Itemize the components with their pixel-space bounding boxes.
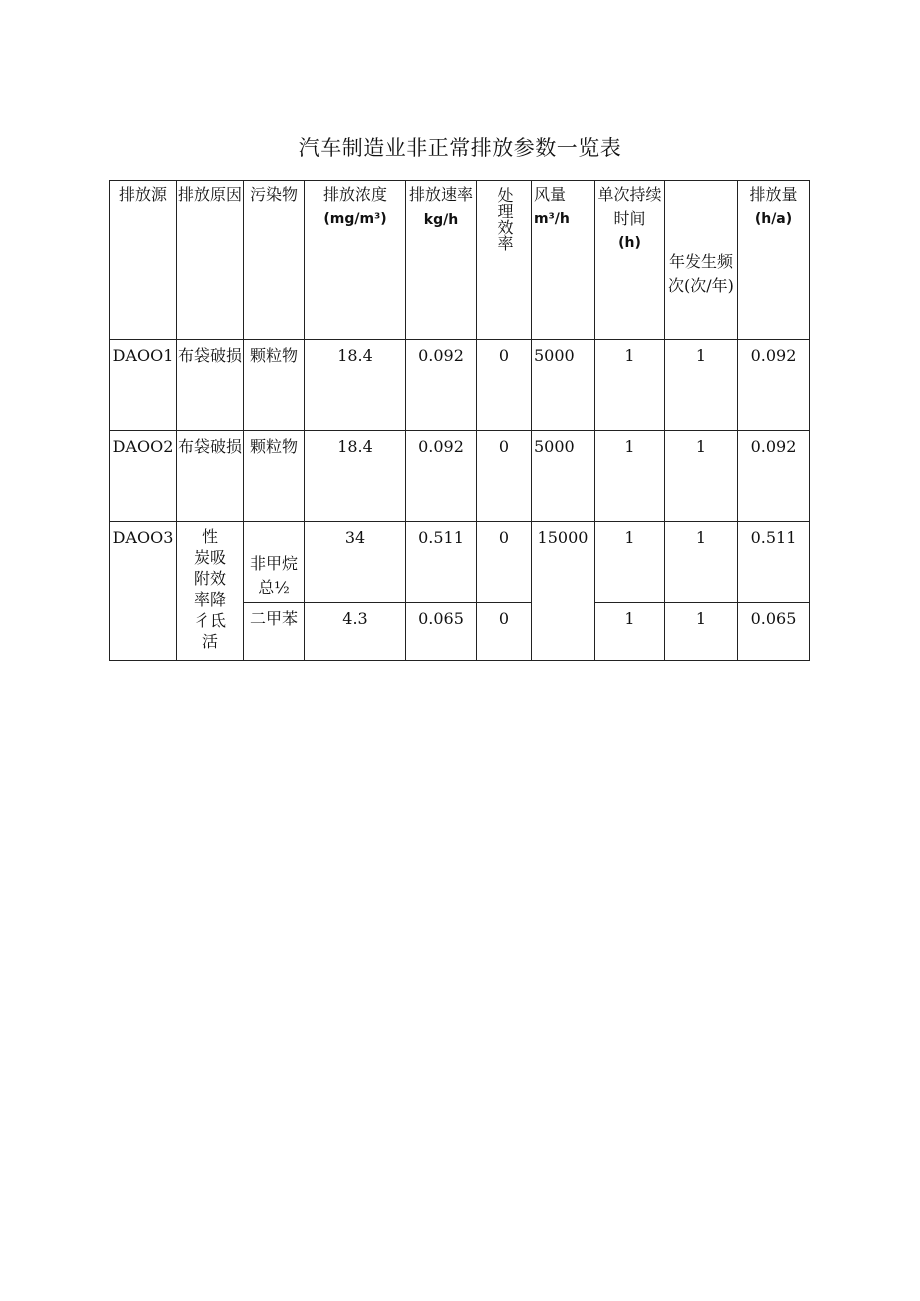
cell-reason: 布袋破损 (177, 431, 244, 522)
table-row (110, 431, 810, 522)
cell-reason-line: 彳氐 (193, 611, 226, 630)
cell-frequency: 1 (665, 340, 738, 431)
cell-efficiency: 0 (477, 340, 532, 431)
cell-reason-line: 性 (201, 527, 218, 546)
header-airflow-label: 风量 (534, 185, 567, 204)
cell-source: DAOO3 (110, 522, 177, 661)
cell-duration: 1 (595, 340, 665, 431)
header-row (110, 181, 810, 340)
cell-reason-line: 活 (201, 632, 218, 651)
header-rate (406, 181, 477, 340)
cell-concentration: 4.3 (305, 603, 406, 661)
cell-rate: 0.092 (406, 340, 477, 431)
page-title: 汽车制造业非正常排放参数一览表 (298, 136, 622, 160)
cell-source: DAOO1 (110, 340, 177, 431)
cell-source: DAOO2 (110, 431, 177, 522)
cell-airflow: 5000 (532, 431, 595, 522)
header-duration-unit: (h) (618, 235, 641, 251)
header-amount-unit: (h/a) (754, 211, 793, 227)
header-amount (738, 181, 810, 340)
cell-pollutant: 非甲烷总½ (244, 522, 305, 603)
header-concentration-label: 排放浓度 (322, 185, 387, 204)
cell-concentration: 18.4 (305, 340, 406, 431)
cell-amount: 0.092 (738, 431, 810, 522)
cell-duration: 1 (595, 603, 665, 661)
cell-amount: 0.065 (738, 603, 810, 661)
cell-efficiency: 0 (477, 603, 532, 661)
header-frequency: 年发生频次(次/年) (665, 181, 738, 340)
cell-airflow: 15000 (532, 522, 595, 661)
header-rate-label: 排放速率 (408, 185, 473, 204)
cell-amount: 0.511 (738, 522, 810, 603)
table-row (110, 522, 810, 603)
cell-frequency: 1 (665, 431, 738, 522)
header-duration-label: 单次持续时间 (597, 185, 662, 228)
header-efficiency (477, 181, 532, 340)
cell-concentration: 18.4 (305, 431, 406, 522)
cell-efficiency: 0 (477, 431, 532, 522)
cell-pollutant: 颗粒物 (244, 340, 305, 431)
header-concentration (305, 181, 406, 340)
cell-rate: 0.065 (406, 603, 477, 661)
header-duration (595, 181, 665, 340)
cell-amount: 0.092 (738, 340, 810, 431)
cell-duration: 1 (595, 522, 665, 603)
cell-concentration: 34 (305, 522, 406, 603)
cell-pollutant: 颗粒物 (244, 431, 305, 522)
cell-rate: 0.092 (406, 431, 477, 522)
cell-rate: 0.511 (406, 522, 477, 603)
header-amount-label: 排放量 (749, 185, 798, 204)
cell-duration: 1 (595, 431, 665, 522)
header-concentration-unit: (mg/m³) (323, 211, 387, 227)
cell-reason-line: 附效 (193, 569, 226, 588)
header-pollutant: 污染物 (244, 181, 305, 340)
cell-reason-line: 率降 (193, 590, 226, 609)
cell-frequency: 1 (665, 522, 738, 603)
cell-frequency: 1 (665, 603, 738, 661)
cell-efficiency: 0 (477, 522, 532, 603)
cell-reason: 布袋破损 (177, 340, 244, 431)
cell-reason (177, 522, 244, 661)
header-efficiency-label: 处理效率 (495, 187, 514, 251)
table-row (110, 340, 810, 431)
cell-reason-line: 炭吸 (193, 548, 226, 567)
cell-airflow: 5000 (532, 340, 595, 431)
header-airflow-unit: m³/h (534, 211, 570, 227)
emission-table (109, 180, 810, 661)
header-airflow (532, 181, 595, 340)
header-reason: 排放原因 (177, 181, 244, 340)
header-source: 排放源 (110, 181, 177, 340)
header-rate-unit: kg/h (423, 212, 459, 228)
cell-pollutant: 二甲苯 (244, 603, 305, 661)
